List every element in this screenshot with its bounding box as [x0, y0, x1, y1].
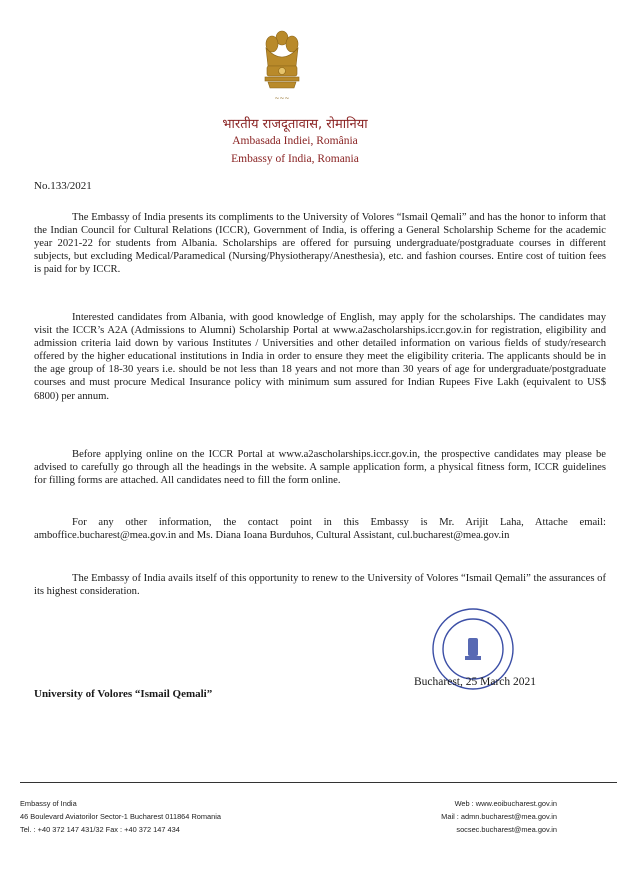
- footer-mail-secondary[interactable]: socsec.bucharest@mea.gov.in: [456, 825, 557, 834]
- letterhead-hindi: भारतीय राजदूतावास, रोमानिया: [222, 117, 368, 132]
- paragraph-5: The Embassy of India avails itself of this opportunity to renew to the University of Volores “Ismail Qemali” the assurances of its highest consideration.: [34, 573, 606, 598]
- footer-phone-fax: Tel. : +40 372 147 431/32 Fax : +40 372 147 434: [20, 825, 180, 834]
- footer-embassy-name: Embassy of India: [20, 799, 77, 808]
- emblem-icon: [258, 26, 306, 106]
- paragraph-1: The Embassy of India presents its compliments to the University of Volores “Ismail Qemali” and has the honor to inform that the Indian Council for Cultural Relations (ICCR), Government of India, is offering a General Scholarship Scheme for the academic year 2021-22 for students from Albania. Scholarships are offered for pursuing undergraduate/postgraduate courses in different subjects, but excluding Medical/Paramedical (Nursing/Physiotherapy/Anesthesia), etc. and fashion courses. Entire cost of tuition fees is paid for by ICCR.: [34, 212, 606, 276]
- paragraph-3: Before applying online on the ICCR Portal at www.a2ascholarships.iccr.gov.in, the prospective candidates may please be advised to carefully go through all the headings in the website. A sample application form, a physical fitness form, ICCR guidelines for filling forms are attached. All candidates need to fill the form online.: [34, 449, 606, 487]
- reference-number: No.133/2021: [34, 180, 92, 192]
- letterhead-romanian: Ambasada Indiei, România: [232, 135, 358, 147]
- paragraph-4: For any other information, the contact point in this Embassy is Mr. Arijit Laha, Attache email: amboffice.bucharest@mea.gov.in and Ms. Diana Ioana Burduhos, Cultural Assistant, cul.bucharest@mea.gov.in: [34, 517, 606, 542]
- letterhead-english: Embassy of India, Romania: [231, 153, 359, 165]
- footer-contacts: [441, 797, 557, 836]
- footer-divider: [20, 782, 617, 783]
- footer-address: [20, 797, 221, 836]
- paragraph-2: Interested candidates from Albania, with good knowledge of English, may apply for the scholarships. The candidates may visit the ICCR’s A2A (Admissions to Alumni) Scholarship Portal at www.a2ascholarships.iccr.gov.in for registration, eligibility and admission criteria laid down by various Institutes / Universities and other detailed information on various fields of study/research offered by the higher educational institutions in India in order to ensure they meet the eligibility criteria. The applicants should be in the age group of 18-30 years i.e. should be not less than 18 years and not more than 30 years of age for undergraduate/postgraduate courses and must procure Medical Insurance policy with minimum sum assured for Indian Rupees Five Lakh (equivalent to US$ 6800) per annum.: [34, 312, 606, 402]
- footer-web[interactable]: Web : www.eoibucharest.gov.in: [454, 799, 557, 808]
- footer-mail[interactable]: Mail : admn.bucharest@mea.gov.in: [441, 812, 557, 821]
- footer-street-address: 46 Boulevard Aviatorilor Sector-1 Bucharest 011864 Romania: [20, 812, 222, 821]
- place-date: Bucharest, 25 March 2021: [414, 676, 536, 688]
- addressee: University of Volores “Ismail Qemali”: [34, 688, 213, 700]
- svg-text:~~~: ~~~: [274, 95, 290, 102]
